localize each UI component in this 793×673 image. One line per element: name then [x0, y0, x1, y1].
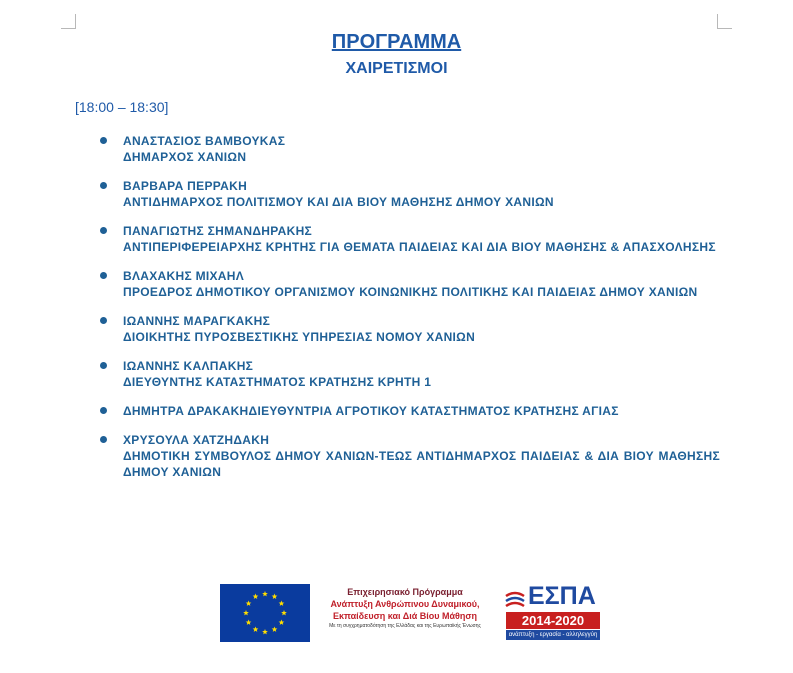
espa-slogan: ανάπτυξη - εργασία - αλληλεγγύη [506, 630, 600, 640]
list-item [100, 403, 720, 419]
speaker-name: ΙΩΑΝΝΗΣ ΜΑΡΑΓΚΑΚΗΣ [123, 314, 271, 328]
speaker-name: ΧΡΥΣΟΥΛΑ ΧΑΤΖΗΔΑΚΗ [123, 433, 270, 447]
bullet-icon [100, 272, 107, 279]
bullet-icon [100, 137, 107, 144]
program-line: Επιχειρησιακό Πρόγραμμα [347, 587, 463, 597]
list-item [100, 432, 720, 480]
speaker-name: ΙΩΑΝΝΗΣ ΚΑΛΠΑΚΗΣ [123, 359, 254, 373]
speaker-role: ΠΡΟΕΔΡΟΣ ΔΗΜΟΤΙΚΟΥ ΟΡΓΑΝΙΣΜΟΥ ΚΟΙΝΩΝΙΚΗΣ ΠΟΛΙΤΙΚΗΣ ΚΑΙ ΠΑΙΔΕΙΑΣ ΔΗΜΟΥ ΧΑΝΙΩΝ [123, 285, 698, 299]
speaker-name: ΑΝΑΣΤΑΣΙΟΣ ΒΑΜΒΟΥΚΑΣ [123, 134, 286, 148]
speaker-role: ΔΗΜΟΤΙΚΗ ΣΥΜΒΟΥΛΟΣ ΔΗΜΟΥ ΧΑΝΙΩΝ-ΤΕΩΣ ΑΝΤΙΔΗΜΑΡΧΟΣ ΠΑΙΔΕΙΑΣ & ΔΙΑ ΒΙΟΥ ΜΑΘΗΣΗΣ ΔΗΜΟΥ ΧΑΝΙΩΝ [123, 449, 720, 479]
list-item [100, 313, 720, 345]
list-item [100, 223, 720, 255]
list-item [100, 268, 720, 300]
bullet-icon [100, 227, 107, 234]
program-line: Ανάπτυξη Ανθρώπινου Δυναμικού, [330, 599, 480, 609]
list-item [100, 133, 720, 165]
speaker-role: ΔΙΕΥΘΥΝΤΗΣ ΚΑΤΑΣΤΗΜΑΤΟΣ ΚΡΑΤΗΣΗΣ ΚΡΗΤΗ 1 [123, 375, 432, 389]
page-title: ΠΡΟΓΡΑΜΜΑ [331, 31, 462, 53]
speaker-role: ΑΝΤΙΠΕΡΙΦΕΡΕΙΑΡΧΗΣ ΚΡΗΤΗΣ ΓΙΑ ΘΕΜΑΤΑ ΠΑΙΔΕΙΑΣ ΚΑΙ ΔΙΑ ΒΙΟΥ ΜΑΘΗΣΗΣ & ΑΠΑΣΧΟΛΗΣΗΣ [123, 240, 716, 254]
speaker-role: ΔΙΟΙΚΗΤΗΣ ΠΥΡΟΣΒΕΣΤΙΚΗΣ ΥΠΗΡΕΣΙΑΣ ΝΟΜΟΥ ΧΑΝΙΩΝ [123, 330, 476, 344]
bullet-icon [100, 407, 107, 414]
time-slot: [18:00 – 18:30] [75, 99, 169, 115]
speaker-name: ΒΛΑΧΑΚΗΣ ΜΙΧΑΗΛ [123, 269, 245, 283]
speaker-name: ΠΑΝΑΓΙΩΤΗΣ ΣΗΜΑΝΔΗΡΑΚΗΣ [123, 224, 313, 238]
eu-stars-icon [220, 584, 310, 642]
program-line: Εκπαίδευση και Διά Βίου Μάθηση [332, 611, 478, 621]
espa-logo [502, 582, 600, 642]
speaker-role: ΔΗΜΑΡΧΟΣ ΧΑΝΙΩΝ [123, 150, 247, 164]
program-note: Με τη συγχρηματοδότηση της Ελλάδας και της Ευρωπαϊκής Ένωσης [329, 623, 481, 629]
speaker-name: ΒΑΡΒΑΡΑ ΠΕΡΡΑΚΗ [123, 179, 248, 193]
list-item [100, 178, 720, 210]
espa-word: ΕΣΠΑ [528, 582, 596, 610]
speaker-list [100, 133, 720, 493]
bullet-icon [100, 362, 107, 369]
page-corner-mark-top-right [717, 14, 732, 29]
eu-flag-logo [220, 584, 310, 642]
speaker-role: ΑΝΤΙΔΗΜΑΡΧΟΣ ΠΟΛΙΤΙΣΜΟΥ ΚΑΙ ΔΙΑ ΒΙΟΥ ΜΑΘΗΣΗΣ ΔΗΜΟΥ ΧΑΝΙΩΝ [123, 195, 554, 209]
espa-years: 2014-2020 [506, 612, 600, 629]
page-subtitle: ΧΑΙΡΕΤΙΣΜΟΙ [345, 60, 448, 77]
program-logo [316, 586, 494, 630]
bullet-icon [100, 182, 107, 189]
bullet-icon [100, 317, 107, 324]
funding-logos [220, 582, 600, 642]
speaker-name: ΔΗΜΗΤΡΑ ΔΡΑΚΑΚΗΔΙΕΥΘΥΝΤΡΙΑ ΑΓΡΟΤΙΚΟΥ ΚΑΤΑΣΤΗΜΑΤΟΣ ΚΡΑΤΗΣΗΣ ΑΓΙΑΣ [123, 404, 619, 418]
espa-waves-icon [504, 590, 526, 610]
page-corner-mark-top-left [61, 14, 76, 29]
bullet-icon [100, 436, 107, 443]
list-item [100, 358, 720, 390]
